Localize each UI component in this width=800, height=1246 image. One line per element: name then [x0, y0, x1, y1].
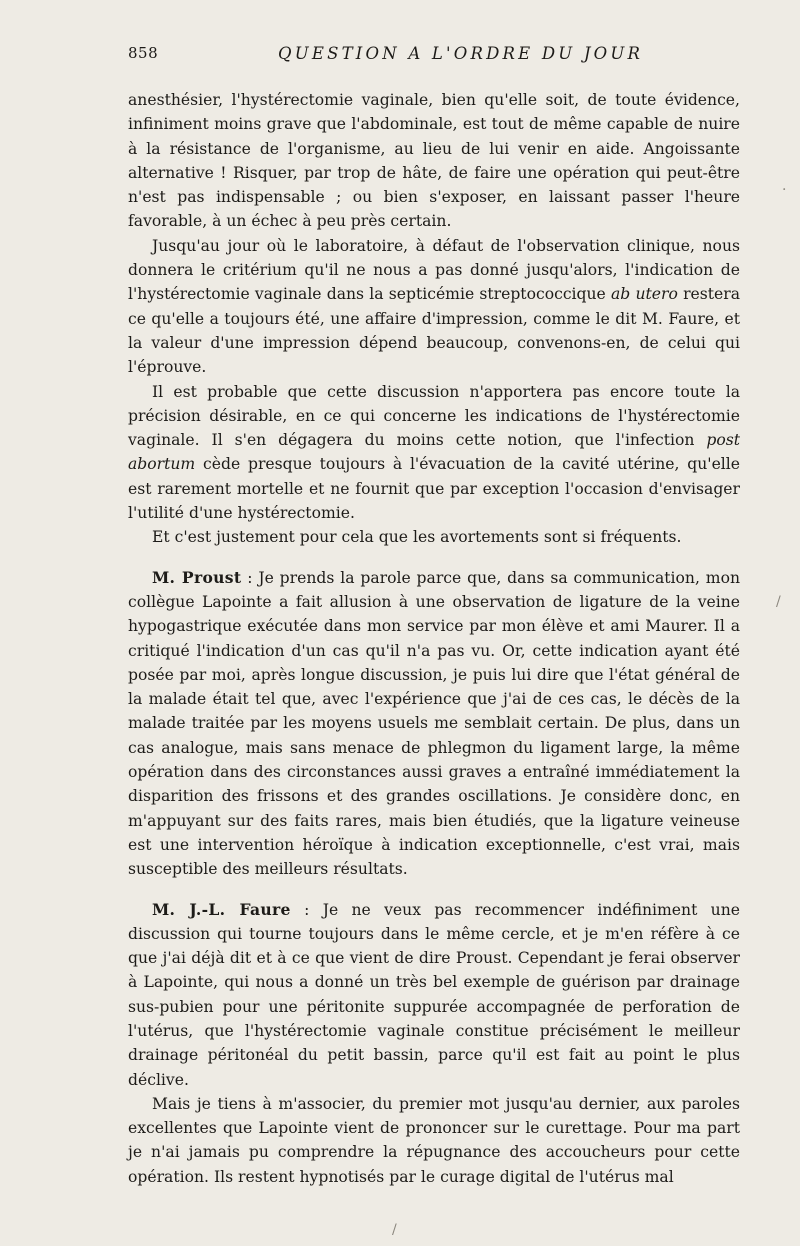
speech-text: : Je ne veux pas recommencer indéfiniment une discussion qui tourne toujours dans le même cercle, et je m'en réfère à ce que j'ai déjà dit et à ce que vient de dire Proust. Cependant je ferai observer à Lapointe, qui nous a donné un très bel exemple de guérison par drainage sus-pubien pour une péritonite suppurée accompagnée de perforation de l'utérus, que l'hystérectomie vaginale constitue précisément le meilleur drainage péritonéal du petit bassin, parce qu'il est fait au point le plus déclive.	[128, 900, 740, 1089]
speech-text: : Je prends la parole parce que, dans sa communication, mon collègue Lapointe a fait allusion à une observation de ligature de la veine hypogastrique exécutée dans mon service par mon élève et ami Maurer. Il a critiqué l'indication d'un cas qu'il n'a pas vu. Or, cette indication ayant été posée par moi, après longue discussion, je puis lui dire que l'état général de la malade était tel que, avec l'expérience que j'ai de ces cas, le décès de la malade traitée par les moyens usuels me semblait certain. De plus, dans un cas analogue, mais sans menace de phlegmon du ligament large, la même opération dans des circonstances aussi graves a entraîné immédiatement la disparition des frissons et des grandes oscillations. Je considère donc, en m'appuyant sur des faits rares, mais bien étudiés, que la ligature veineuse est une intervention héroïque à indication exceptionnelle, c'est vrai, mais susceptible des meilleurs résultats.	[128, 568, 741, 879]
speech-proust	[128, 566, 740, 882]
paragraph-text: restera ce qu'elle a toujours été, une affaire d'impression, comme le dit M. Faure, et la valeur d'une impression dépend beaucoup, convenons-en, de celui qui l'éprouve.	[128, 285, 741, 377]
paragraph-conclusion: Et c'est justement pour cela que les avortements sont si fréquents.	[152, 528, 682, 547]
margin-mark: ·	[782, 182, 787, 198]
paragraph-laboratory	[128, 234, 740, 380]
running-head-title: QUESTION A L'ORDRE DU JOUR	[278, 44, 644, 63]
paragraph-text: Jusqu'au jour où le laboratoire, à défaut de l'observation clinique, nous donnera le critérium qu'il ne nous a pas donné jusqu'alors, l'indication de l'hystérectomie vaginale dans la septicémie streptococcique	[128, 236, 740, 304]
paragraph-text: Il est probable que cette discussion n'apportera pas encore toute la précision désirable, en ce qui concerne les indications de l'hystérectomie vaginale. Il s'en dégagera du moins cette notion, que l'infection	[128, 382, 740, 450]
speaker-name: M. J.-L. Faure	[152, 899, 291, 919]
speaker-name: M. Proust	[152, 567, 242, 587]
margin-mark: /	[392, 1222, 397, 1238]
text-body	[128, 88, 740, 1189]
paragraph-curettage: Mais je tiens à m'associer, du premier mot jusqu'au dernier, aux paroles excellentes que Lapointe vient de prononcer sur le curettage. Pour ma part je n'ai jamais pu comprendre la répugnance des accoucheurs pour cette opération. Ils restent hypnotisés par le curage digital de l'utérus mal	[128, 1094, 740, 1186]
page-number: 858	[128, 44, 159, 62]
running-head	[128, 44, 740, 68]
paragraph-discussion	[128, 380, 740, 526]
speech-faure	[128, 898, 740, 1092]
italic-term: post abortum	[128, 431, 740, 474]
margin-mark: /	[776, 594, 781, 610]
italic-term: ab utero	[611, 285, 678, 304]
paragraph-continuation: anesthésier, l'hystérectomie vaginale, bien qu'elle soit, de toute évidence, infiniment moins grave que l'abdominale, est tout de même capable de nuire à la résistance de l'organisme, au lieu de lui venir en aide. Angoissante alternative ! Risquer, par trop de hâte, de faire une opération qui peut-être n'est pas indispensable ; ou bien s'exposer, en laissant passer l'heure favorable, à un échec à peu près certain.	[128, 91, 740, 231]
paragraph-text: cède presque toujours à l'évacuation de la cavité utérine, qu'elle est rarement mortelle et ne fournit que par exception l'occasion d'envisager l'utilité d'une hystérectomie.	[128, 455, 740, 523]
